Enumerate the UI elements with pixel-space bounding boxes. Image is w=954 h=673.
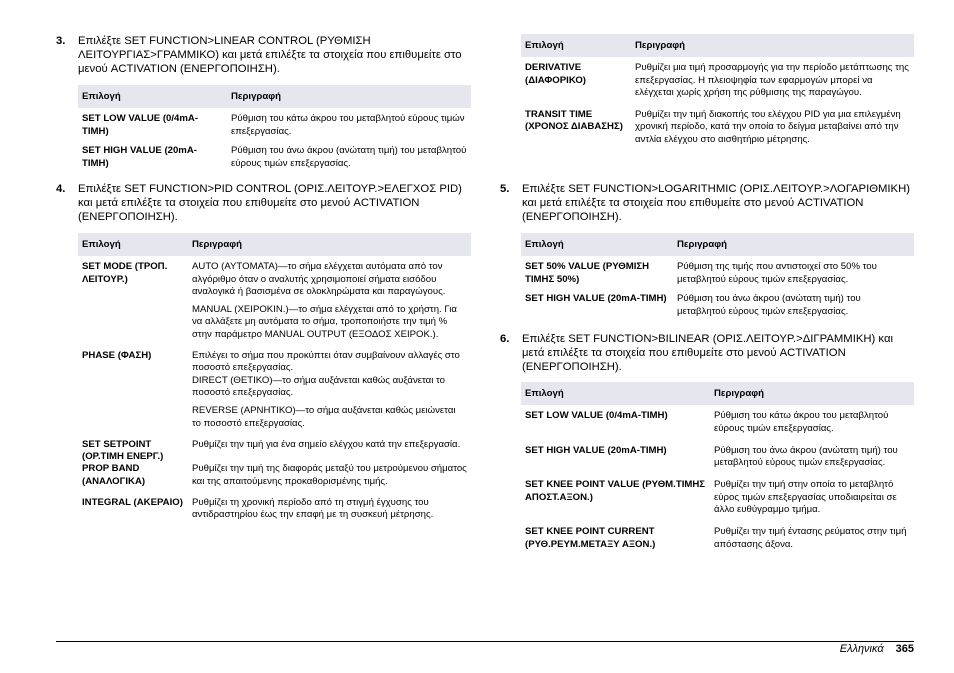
- table-header-row: [78, 233, 471, 256]
- description-paragraph: REVERSE (ΑΡΝΗΤΙΚΟ)—το σήμα αυξάνεται καθώς μειώνεται το ποσοστό επεξεργασίας.: [192, 405, 456, 429]
- option-name: SET KNEE POINT CURRENT (ΡΥΘ.ΡΕΥΜ.ΜΕΤΑΞΥ ΑΞΟΝ.): [525, 526, 656, 550]
- table-header-row: [521, 34, 914, 57]
- column-header-description: Περιγραφή: [714, 388, 764, 399]
- table-row: [78, 463, 471, 497]
- option-name: SET HIGH VALUE (20mA-ΤΙΜΗ): [525, 293, 667, 305]
- table-row: [521, 405, 914, 445]
- option-description: [710, 479, 914, 526]
- step-text: Επιλέξτε SET FUNCTION>BILINEAR (ΟΡΙΣ.ΛΕΙΤΟΥΡ.>ΔΙΓΡΑΜΜΙΚΗ) και μετά επιλέξτε τα στοιχεία που επιθυμείτε στο μενού ACTIVATION (ΕΝΕΡΓΟΠΟΙΗΣΗ).: [522, 333, 893, 373]
- option-name: SET HIGH VALUE (20mA-ΤΙΜΗ): [525, 444, 667, 456]
- description-paragraph: Ρύθμιση του άνω άκρου (ανώτατη τιμή) του μεταβλητού εύρους τιμών επεξεργασίας.: [714, 444, 898, 469]
- logarithmic-table: [521, 233, 914, 318]
- description-paragraph: MANUAL (ΧΕΙΡΟΚΙΝ.)—το σήμα ελέγχεται από το χρήστη. Για να αλλάξετε μη αυτόματα το σήμα, τροποποιήστε την τιμή % στην παράμετρο MANUAL OUTPUT (ΕΞΟΔΟΣ ΧΕΙΡΟΚ.).: [192, 304, 457, 340]
- description-paragraph: Ρυθμίζει τη χρονική περίοδο από τη στιγμή έγχυσης του αντιδραστηρίου έως την επαφή με τη συσκευή μέτρησης.: [192, 497, 434, 521]
- description-paragraph: Ρύθμιση του κάτω άκρου του μεταβλητού εύρους τιμών επεξεργασίας.: [714, 410, 889, 434]
- table-row: [521, 445, 914, 480]
- step-4: [56, 182, 472, 226]
- pid-control-table-continued: [521, 34, 914, 146]
- step-number: 6.: [500, 333, 510, 345]
- step-text: Επιλέξτε SET FUNCTION>PID CONTROL (ΟΡΙΣ.ΛΕΙΤΟΥΡ.>ΕΛΕΓΧΟΣ PID) και μετά επιλέξτε τα στοιχεία που επιθυμείτε στο μενού ACTIVATION (ΕΝΕΡΓΟΠΟΙΗΣΗ).: [78, 183, 462, 223]
- bilinear-table: [521, 382, 914, 551]
- description-paragraph: Επιλέγει το σήμα που προκύπτει όταν συμβαίνουν αλλαγές στο ποσοστό επεξεργασίας.: [192, 350, 460, 374]
- option-name: SET MODE (ΤΡΟΠ. ΛΕΙΤΟΥΡ.): [82, 261, 168, 285]
- table-row: [521, 256, 914, 293]
- page-number: 365: [895, 643, 914, 655]
- column-header-description: Περιγραφή: [231, 91, 281, 102]
- option-description: [188, 463, 471, 497]
- table-row: [521, 293, 914, 318]
- table-header-row: [521, 233, 914, 256]
- footer-divider: [56, 641, 914, 642]
- option-name: SET HIGH VALUE (20mA-ΤΙΜΗ): [82, 145, 197, 169]
- step-number: 4.: [56, 183, 66, 195]
- column-header-option: Επιλογή: [525, 388, 564, 399]
- column-header-description: Περιγραφή: [192, 239, 242, 250]
- option-description: Ρυθμίζει την τιμή έντασης ρεύματος στην τιμή απόστασης άξονα.: [714, 526, 907, 550]
- option-name: INTEGRAL (ΑΚΕΡΑΙΟ): [82, 497, 183, 509]
- option-name: SET 50% VALUE (ΡΥΘΜΙΣΗ ΤΙΜΗΣ 50%): [525, 261, 650, 285]
- table-row: [521, 57, 914, 109]
- column-header-option: Επιλογή: [525, 239, 564, 250]
- footer-language: Ελληνικά: [839, 643, 884, 655]
- table-row: [78, 439, 471, 464]
- option-description: Ρύθμιση της τιμής που αντιστοιχεί στο 50% του μεταβλητού εύρους τιμών επεξεργασίας.: [677, 261, 877, 285]
- option-name: PROP BAND (ΑΝΑΛΟΓΙΚΑ): [82, 463, 146, 487]
- step-5: [500, 182, 914, 226]
- table-row: [78, 108, 471, 145]
- step-text: Επιλέξτε SET FUNCTION>LINEAR CONTROL (ΡΥΘΜΙΣΗ ΛΕΙΤΟΥΡΓΙΑΣ>ΓΡΑΜΜΙΚΟ) και μετά επιλέξτε τα στοιχεία που επιθυμείτε στο μενού ACTIVATION (ΕΝΕΡΓΟΠΟΙΗΣΗ).: [78, 35, 462, 75]
- option-description: Ρύθμιση του άνω άκρου (ανώτατη τιμή) του μεταβλητού εύρους τιμών επεξεργασίας.: [677, 293, 861, 317]
- table-header-row: [78, 85, 471, 108]
- column-header-option: Επιλογή: [525, 40, 564, 51]
- linear-control-table: [78, 85, 471, 170]
- option-description: [710, 405, 914, 445]
- description-paragraph: AUTO (ΑΥΤΟΜΑΤΑ)—το σήμα ελέγχεται αυτόματα από τον αλγόριθμο όταν ο αναλυτής χρησιμοποιεί σήματα εισόδου αναλογικά ή βασισμένα σε ολοκληρώματα και παραγώγους.: [192, 261, 446, 297]
- option-description: [631, 57, 914, 109]
- description-paragraph: Ρυθμίζει μια τιμή προσαρμογής για την περίοδο μετάπτωσης της επεξεργασίας. Η πλειοψηφία των εφαρμογών μπορεί να ελέγχεται χωρίς χρήση της ρύθμισης της παραγώγου.: [635, 62, 909, 98]
- table-row: [78, 145, 471, 170]
- description-paragraph: Ρυθμίζει την τιμή της διαφοράς μεταξύ του μετρούμενου σήματος και της απαιτούμενης προκαθορισμένης τιμής.: [192, 463, 467, 487]
- description-paragraph: Ρυθμίζει την τιμή για ένα σημείο ελέγχου κατά την επεξεργασία.: [192, 438, 461, 450]
- option-name: SET KNEE POINT VALUE (ΡΥΘΜ.ΤΙΜΗΣ ΑΠΟΣΤ.ΑΞΟΝ.): [525, 479, 706, 503]
- column-header-option: Επιλογή: [82, 91, 121, 102]
- table-row: [521, 479, 914, 526]
- option-name: SET LOW VALUE (0/4mA-ΤΙΜΗ): [525, 410, 668, 422]
- table-row: [78, 256, 471, 350]
- option-description: Ρύθμιση του κάτω άκρου του μεταβλητού εύρους τιμών επεξεργασίας.: [231, 113, 465, 137]
- option-name: SET LOW VALUE (0/4mA-ΤΙΜΗ): [82, 113, 199, 137]
- step-3: [56, 34, 472, 78]
- description-paragraph: Ρυθμίζει την τιμή στην οποία το μεταβλητό εύρος τιμών επεξεργασίας υποδιαιρείται σε άλλο ευθύγραμμο τμήμα.: [714, 479, 897, 516]
- option-description: Ρυθμίζει την τιμή διακοπής του ελέγχου PID για μια επιλεγμένη χρονική περίοδο, κατά την οποία το δείγμα μεταβαίνει από την αντλία ελέγχου στο αισθητήριο μέτρησης.: [635, 109, 901, 145]
- table-row: [78, 497, 471, 522]
- pid-control-table: [78, 233, 471, 522]
- option-name: TRANSIT TIME (ΧΡΟΝΟΣ ΔΙΑΒΑΣΗΣ): [525, 109, 623, 133]
- step-text: Επιλέξτε SET FUNCTION>LOGARITHMIC (ΟΡΙΣ.ΛΕΙΤΟΥΡ.>ΛΟΓΑΡΙΘΜΙΚΗ) και μετά επιλέξτε τα στοιχεία που επιθυμείτε στο μενού ACTIVATION (ΕΝΕΡΓΟΠΟΙΗΣΗ).: [522, 183, 910, 223]
- option-name: DERIVATIVE (ΔΙΑΦΟΡΙΚΟ): [525, 62, 586, 86]
- option-description: Ρύθμιση του άνω άκρου (ανώτατη τιμή) του μεταβλητού εύρους τιμών επεξεργασίας.: [231, 145, 467, 169]
- page-footer: [840, 643, 914, 655]
- column-header-description: Περιγραφή: [635, 40, 685, 51]
- table-header-row: [521, 382, 914, 405]
- option-description: [188, 497, 471, 522]
- option-name: SET SETPOINT (ΟΡ.ΤΙΜΗ ΕΝΕΡΓ.): [82, 438, 164, 463]
- step-number: 3.: [56, 35, 66, 47]
- description-paragraph: DIRECT (ΘΕΤΙΚΟ)—το σήμα αυξάνεται καθώς αυξάνεται το ποσοστό επεξεργασίας.: [192, 374, 446, 398]
- step-6: [500, 332, 914, 376]
- option-description: [188, 439, 471, 464]
- step-number: 5.: [500, 183, 510, 195]
- option-name: PHASE (ΦΑΣΗ): [82, 350, 152, 362]
- option-description: [188, 350, 471, 439]
- option-description: [710, 445, 914, 480]
- column-header-option: Επιλογή: [82, 239, 121, 250]
- column-header-description: Περιγραφή: [677, 239, 727, 250]
- option-description: [188, 256, 471, 350]
- table-row: [78, 350, 471, 439]
- table-row: [521, 109, 914, 146]
- table-row: [521, 526, 914, 551]
